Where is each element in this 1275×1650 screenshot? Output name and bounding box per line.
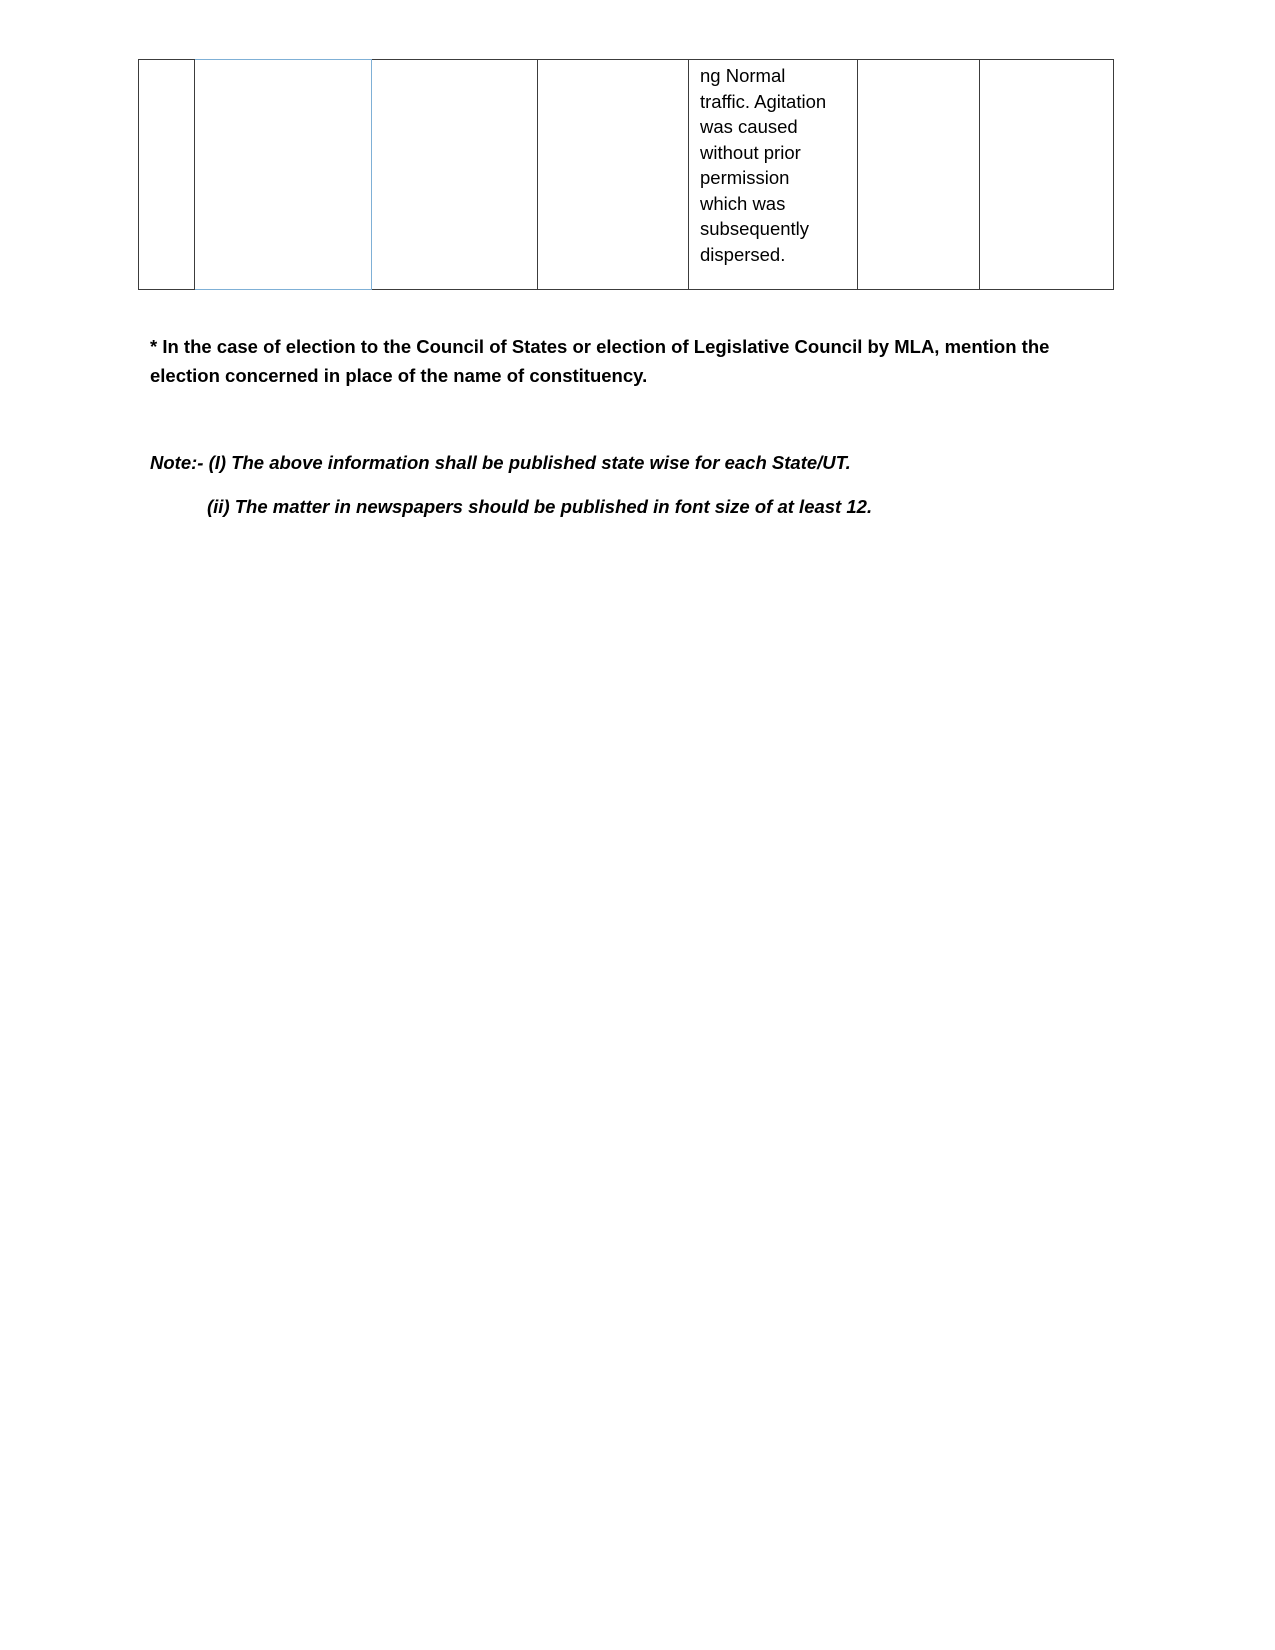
footnote-text: * In the case of election to the Council of States or election of Legislative Council by MLA, mention the election concerned in place of the name of constituency. bbox=[150, 336, 1050, 386]
note-line-2: (ii) The matter in newspapers should be published in font size of at least 12. bbox=[207, 496, 873, 517]
continued-data-table bbox=[138, 59, 1114, 290]
table-row bbox=[139, 60, 1114, 290]
table-cell bbox=[372, 60, 538, 290]
table-cell-description bbox=[689, 60, 858, 290]
table-cell bbox=[538, 60, 689, 290]
table-cell-selected bbox=[195, 60, 372, 290]
table-cell-serial bbox=[139, 60, 195, 290]
note-line-1: Note:- (I) The above information shall be published state wise for each State/UT. bbox=[150, 452, 851, 473]
description-text: ng Normal traffic. Agitation was caused without prior permission which was subsequently dispersed. bbox=[700, 65, 827, 265]
table-cell bbox=[858, 60, 980, 290]
table-cell bbox=[980, 60, 1114, 290]
